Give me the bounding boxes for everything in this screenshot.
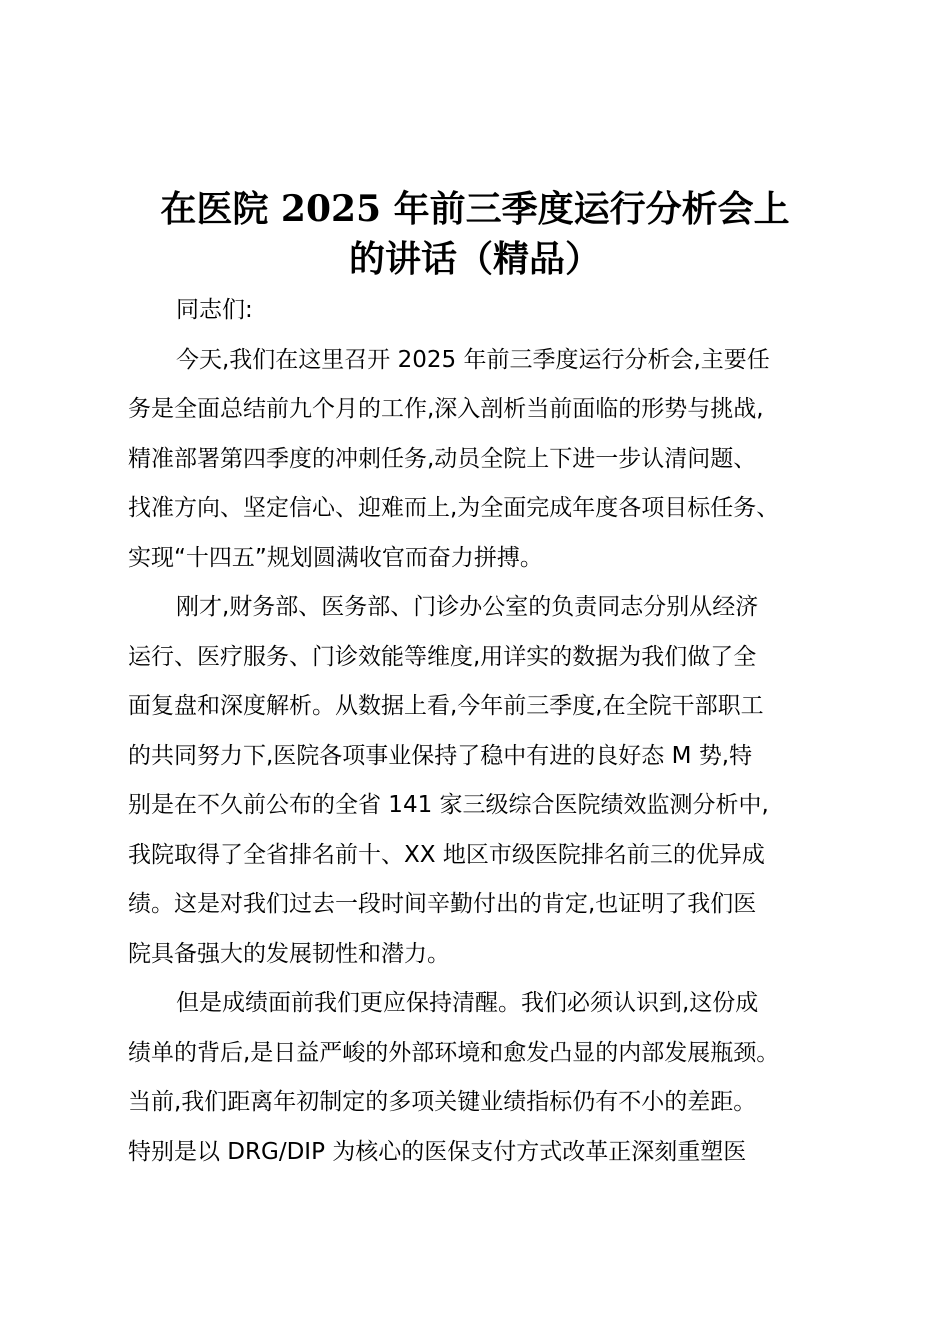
paragraph-line: 但是成绩面前我们更应保持清醒。我们必须认识到,这份成 (176, 990, 759, 1016)
paragraph-line: 院具备强大的发展韧性和潜力。 (128, 940, 450, 967)
paragraph-line: 务是全面总结前九个月的工作,深入剖析当前面临的形势与挑战, (128, 396, 764, 422)
salutation: 同志们: (176, 297, 253, 323)
paragraph-line: 别是在不久前公布的全省 141 家三级综合医院绩效监测分析中, (128, 792, 769, 818)
paragraph-2 (128, 583, 838, 979)
paragraph-line: 今天,我们在这里召开 2025 年前三季度运行分析会,主要任 (176, 346, 770, 373)
title-line: 的讲话（精品） (348, 238, 601, 280)
paragraph-line: 找准方向、坚定信心、迎难而上,为全面完成年度各项目标任务、 (128, 495, 780, 521)
paragraph-3 (128, 979, 838, 1177)
document-body (128, 286, 838, 1177)
paragraph-line: 刚才,财务部、医务部、门诊办公室的负责同志分别从经济 (176, 594, 759, 620)
paragraph-line: 特别是以 DRG/DIP 为核心的医保支付方式改革正深刻重塑医 (128, 1138, 747, 1165)
paragraph-line: 运行、医疗服务、门诊效能等维度,用详实的数据为我们做了全 (128, 643, 757, 670)
paragraph-line: 实现“十四五”规划圆满收官而奋力拼搏。 (128, 544, 543, 571)
paragraph-line: 面复盘和深度解析。从数据上看,今年前三季度,在全院干部职工 (128, 693, 764, 719)
paragraph-line: 我院取得了全省排名前十、XX 地区市级医院排名前三的优异成 (128, 841, 765, 868)
paragraph-line: 当前,我们距离年初制定的多项关键业绩指标仍有不小的差距。 (128, 1089, 757, 1115)
paragraph-line: 绩。这是对我们过去一段时间辛勤付出的肯定,也证明了我们医 (128, 891, 757, 917)
paragraph-line: 绩单的背后,是日益严峻的外部环境和愈发凸显的内部发展瓶颈。 (128, 1039, 780, 1066)
document-title (110, 184, 840, 284)
paragraph-1 (128, 336, 838, 584)
paragraph-line: 的共同努力下,医院各项事业保持了稳中有进的良好态 M 势,特 (128, 742, 753, 769)
title-line: 在医院 2025 年前三季度运行分析会上 (160, 188, 790, 230)
paragraph-line: 精准部署第四季度的冲刺任务,动员全院上下进一步认清问题、 (128, 445, 757, 472)
salutation-paragraph (128, 286, 838, 336)
